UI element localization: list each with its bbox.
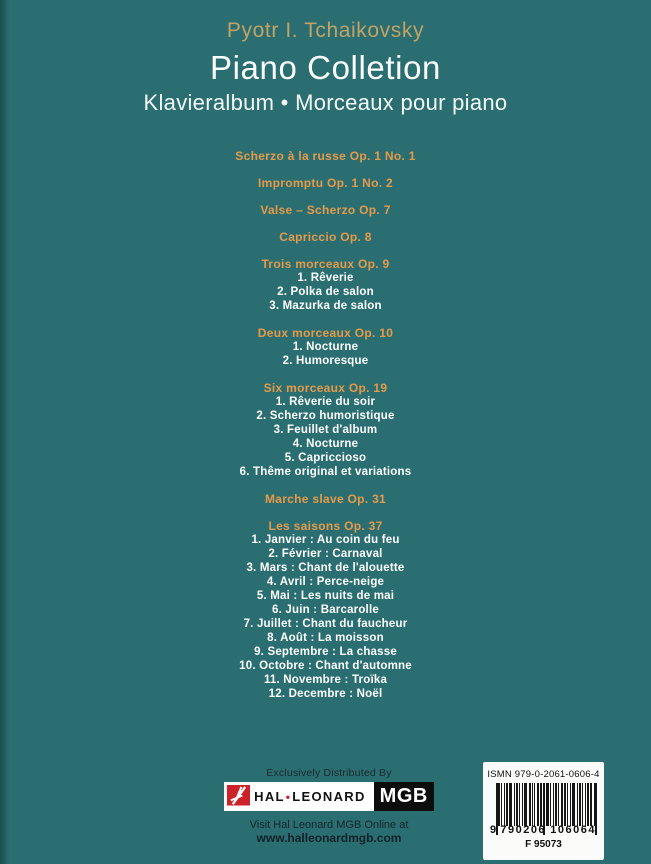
toc-item: 6. Thême original et variations [239, 466, 412, 478]
toc-section [0, 381, 651, 479]
hal-leonard-quill-icon [227, 785, 250, 808]
visit-line: Visit Hal Leonard MGB Online at [249, 819, 409, 831]
toc-section [0, 492, 651, 506]
barcode-panel [483, 762, 604, 860]
barcode [490, 783, 597, 835]
page-title: Piano Colletion [210, 49, 441, 86]
toc-item: 6. Juin : Barcarolle [272, 604, 379, 616]
toc-section [0, 230, 651, 244]
ismn-number: ISMN 979-0-2061-0606-4 [487, 769, 600, 780]
leonard-text: LEONARD [292, 789, 366, 804]
toc-section-title: Impromptu Op. 1 No. 2 [258, 176, 393, 190]
catalog-number: F 95073 [525, 839, 562, 850]
toc-item: 12. Decembre : Noël [268, 688, 383, 700]
toc-item: 2. Février : Carnaval [268, 548, 383, 560]
toc-item: 2. Scherzo humoristique [256, 410, 395, 422]
toc-section-title: Six morceaux Op. 19 [263, 381, 388, 395]
ean-digits [490, 824, 597, 836]
toc-section-title: Trois morceaux Op. 9 [261, 257, 390, 271]
hal-text: HAL [254, 789, 285, 804]
distributor-block [184, 767, 474, 845]
toc-item: 2. Polka de salon [277, 286, 374, 298]
toc-section [0, 176, 651, 190]
page-subtitle: Klavieralbum • Morceaux pour piano [143, 90, 508, 115]
ean-group-2: 106064 [550, 824, 596, 836]
toc-item: 5. Capriccioso [284, 452, 367, 464]
mgb-logo-box [374, 782, 434, 811]
toc-item: 1. Janvier : Au coin du feu [251, 534, 400, 546]
toc-section-title: Valse – Scherzo Op. 7 [260, 203, 391, 217]
logo-dot: • [285, 790, 292, 804]
toc-item: 7. Juillet : Chant du faucheur [243, 618, 408, 630]
website-url: www.halleonardmgb.com [256, 831, 402, 845]
toc-item: 9. Septembre : La chasse [254, 646, 397, 658]
toc-section-title: Les saisons Op. 37 [268, 519, 383, 533]
toc-section [0, 203, 651, 217]
toc-section-title: Capriccio Op. 8 [279, 230, 372, 244]
toc-section [0, 149, 651, 163]
toc-item: 3. Mazurka de salon [269, 300, 382, 312]
hal-leonard-wordmark [254, 789, 366, 804]
toc-section [0, 519, 651, 701]
hal-leonard-mgb-logo [224, 782, 434, 811]
toc-section-title: Deux morceaux Op. 10 [257, 326, 394, 340]
toc-item: 11. Novembre : Troïka [263, 674, 388, 686]
toc-item: 8. Août : La moisson [267, 632, 384, 644]
toc-item: 4. Nocturne [292, 438, 359, 450]
toc-item: 4. Avril : Perce-neige [266, 576, 385, 588]
ean-group-1: 790206 [500, 824, 547, 836]
toc-section-title: Marche slave Op. 31 [264, 492, 387, 506]
toc-section [0, 326, 651, 368]
toc-item: 3. Mars : Chant de l'alouette [246, 562, 405, 574]
toc-section-title: Scherzo à la russe Op. 1 No. 1 [235, 149, 416, 163]
toc-item: 1. Rêverie [297, 272, 354, 284]
toc-item: 10. Octobre : Chant d'automne [239, 660, 412, 672]
toc-item: 3. Feuillet d'album [273, 424, 378, 436]
author-name: Pyotr I. Tchaikovsky [226, 19, 425, 42]
distributed-by-label: Exclusively Distributed By [266, 767, 392, 779]
toc-section [0, 257, 651, 313]
toc [0, 149, 651, 714]
ean-left-digit: 9 [490, 824, 497, 836]
toc-item: 1. Rêverie du soir [275, 396, 376, 408]
toc-item: 1. Nocturne [292, 341, 359, 353]
toc-item: 2. Humoresque [282, 355, 369, 367]
mgb-text: MGB [379, 785, 428, 807]
toc-item: 5. Mai : Les nuits de mai [256, 590, 395, 602]
hal-leonard-logo-box [224, 782, 374, 811]
